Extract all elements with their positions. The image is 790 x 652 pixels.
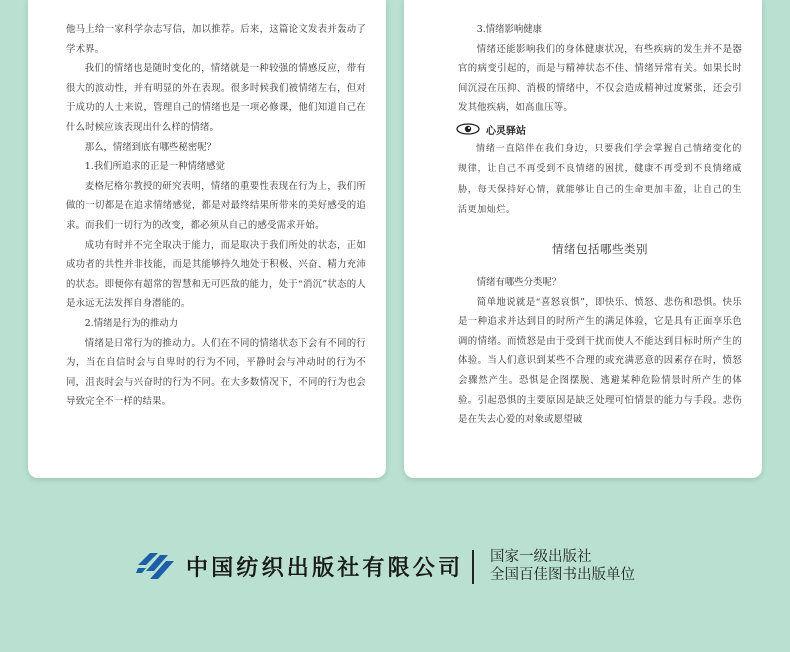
left-book-page: [28, 0, 386, 478]
left-heading: 1.我们所追求的正是一种情绪感觉: [84, 161, 225, 173]
tagline-line-1: 国家一级出版社: [490, 549, 592, 565]
left-paragraph: 成功有时并不完全取决于能力，而是取决于我们所处的状态，正如成功者的共性并非技能，而是其能够持久地处于积极、兴奋、精力充沛的状态。即便你有超常的智慧和无可匹敌的能力，处于“消沉”状态的人是永远无法发挥自身潜能的。: [66, 239, 366, 310]
left-page-content: [66, 20, 366, 412]
publisher-footer: [0, 544, 790, 594]
question-line: 情绪有哪些分类呢？: [476, 276, 562, 288]
left-paragraph: 麦格尼格尔教授的研究表明，情绪的重要性表现在行为上，我们所做的一切都是在追求情绪感觉，都是对最终结果所带来的美好感受的追求。而我们一切行为的改变，都必须从自己的感受需求开始。: [66, 180, 366, 231]
left-paragraph: 他马上给一家科学杂志写信，加以推荐。后来，这篇论文发表并轰动了学术界。: [66, 24, 366, 55]
callout-text: 情绪一直陪伴在我们身边，只要我们学会掌握自己情绪变化的规律，让自己不再受到不良情绪的困扰，健康不再受到不良情绪威胁，每天保持好心情，就能够让自己的生命更加丰盈，让自己的生活更加灿烂。: [458, 143, 742, 216]
section-title: 情绪包括哪些类别: [552, 241, 648, 256]
callout-header: [456, 122, 742, 137]
callout-box: [458, 122, 742, 221]
left-heading: 2.情绪是行为的推动力: [84, 317, 179, 329]
left-heading: 那么，情绪到底有哪些秘密呢？: [84, 141, 217, 153]
heading-health: 3.情绪影响健康: [476, 24, 542, 35]
tagline-line-2: 全国百佳图书出版单位: [490, 567, 635, 583]
left-paragraph: 情绪是日常行为的推动力。人们在不同的情绪状态下会有不同的行为，当在自信时会与自卑时的行为不同，平静时会与冲动时的行为不同，沮丧时会与兴奋时的行为不同。在大多数情况下，不同的行为也会导致完全不一样的结果。: [66, 337, 366, 408]
publisher-logo-icon: [136, 551, 176, 585]
publisher-tagline: [490, 548, 635, 584]
eye-icon: [456, 123, 480, 135]
paragraph-types: 简单地说就是“喜怒哀惧”，即快乐、愤怒、悲伤和恐惧。快乐是一种追求并达到目的时所产生的满足体验，它是具有正面享乐色调的情绪。而愤怒是由于受到干扰而使人不能达到目标时所产生的体验。当人们意识到某些不合理的或充满恶意的因素存在时，愤怒会骤然产生。恐惧是企图摆脱、逃避某种危险情景时所产生的体验。引起恐惧的主要原因是缺乏处理可怕情景的能力与手段。悲伤是在失去心爱的对象或愿望破: [458, 296, 742, 426]
left-paragraph: 我们的情绪也是随时变化的，情绪就是一种较强的情感反应，带有很大的波动性，并有明显的外在表现。很多时候我们被情绪左右，但对于成功的人士来说，管理自己的情绪也是一项必修课，他们知道自己在什么时候应该表现出什么样的情绪。: [66, 63, 366, 133]
footer-divider: [472, 550, 474, 584]
publisher-name: 中国纺织出版社有限公司: [186, 555, 464, 581]
right-book-page: [404, 0, 762, 478]
callout-title: 心灵驿站: [486, 125, 526, 137]
paragraph-health: 情绪还能影响我们的身体健康状况，有些疾病的发生并不是器官的病变引起的，而是与精神状态不佳、情绪异常有关。如果长时间沉浸在压抑、消极的情绪中，不仅会造成精神过度紧张，还会引发其他疾病，如高血压等。: [458, 43, 742, 114]
